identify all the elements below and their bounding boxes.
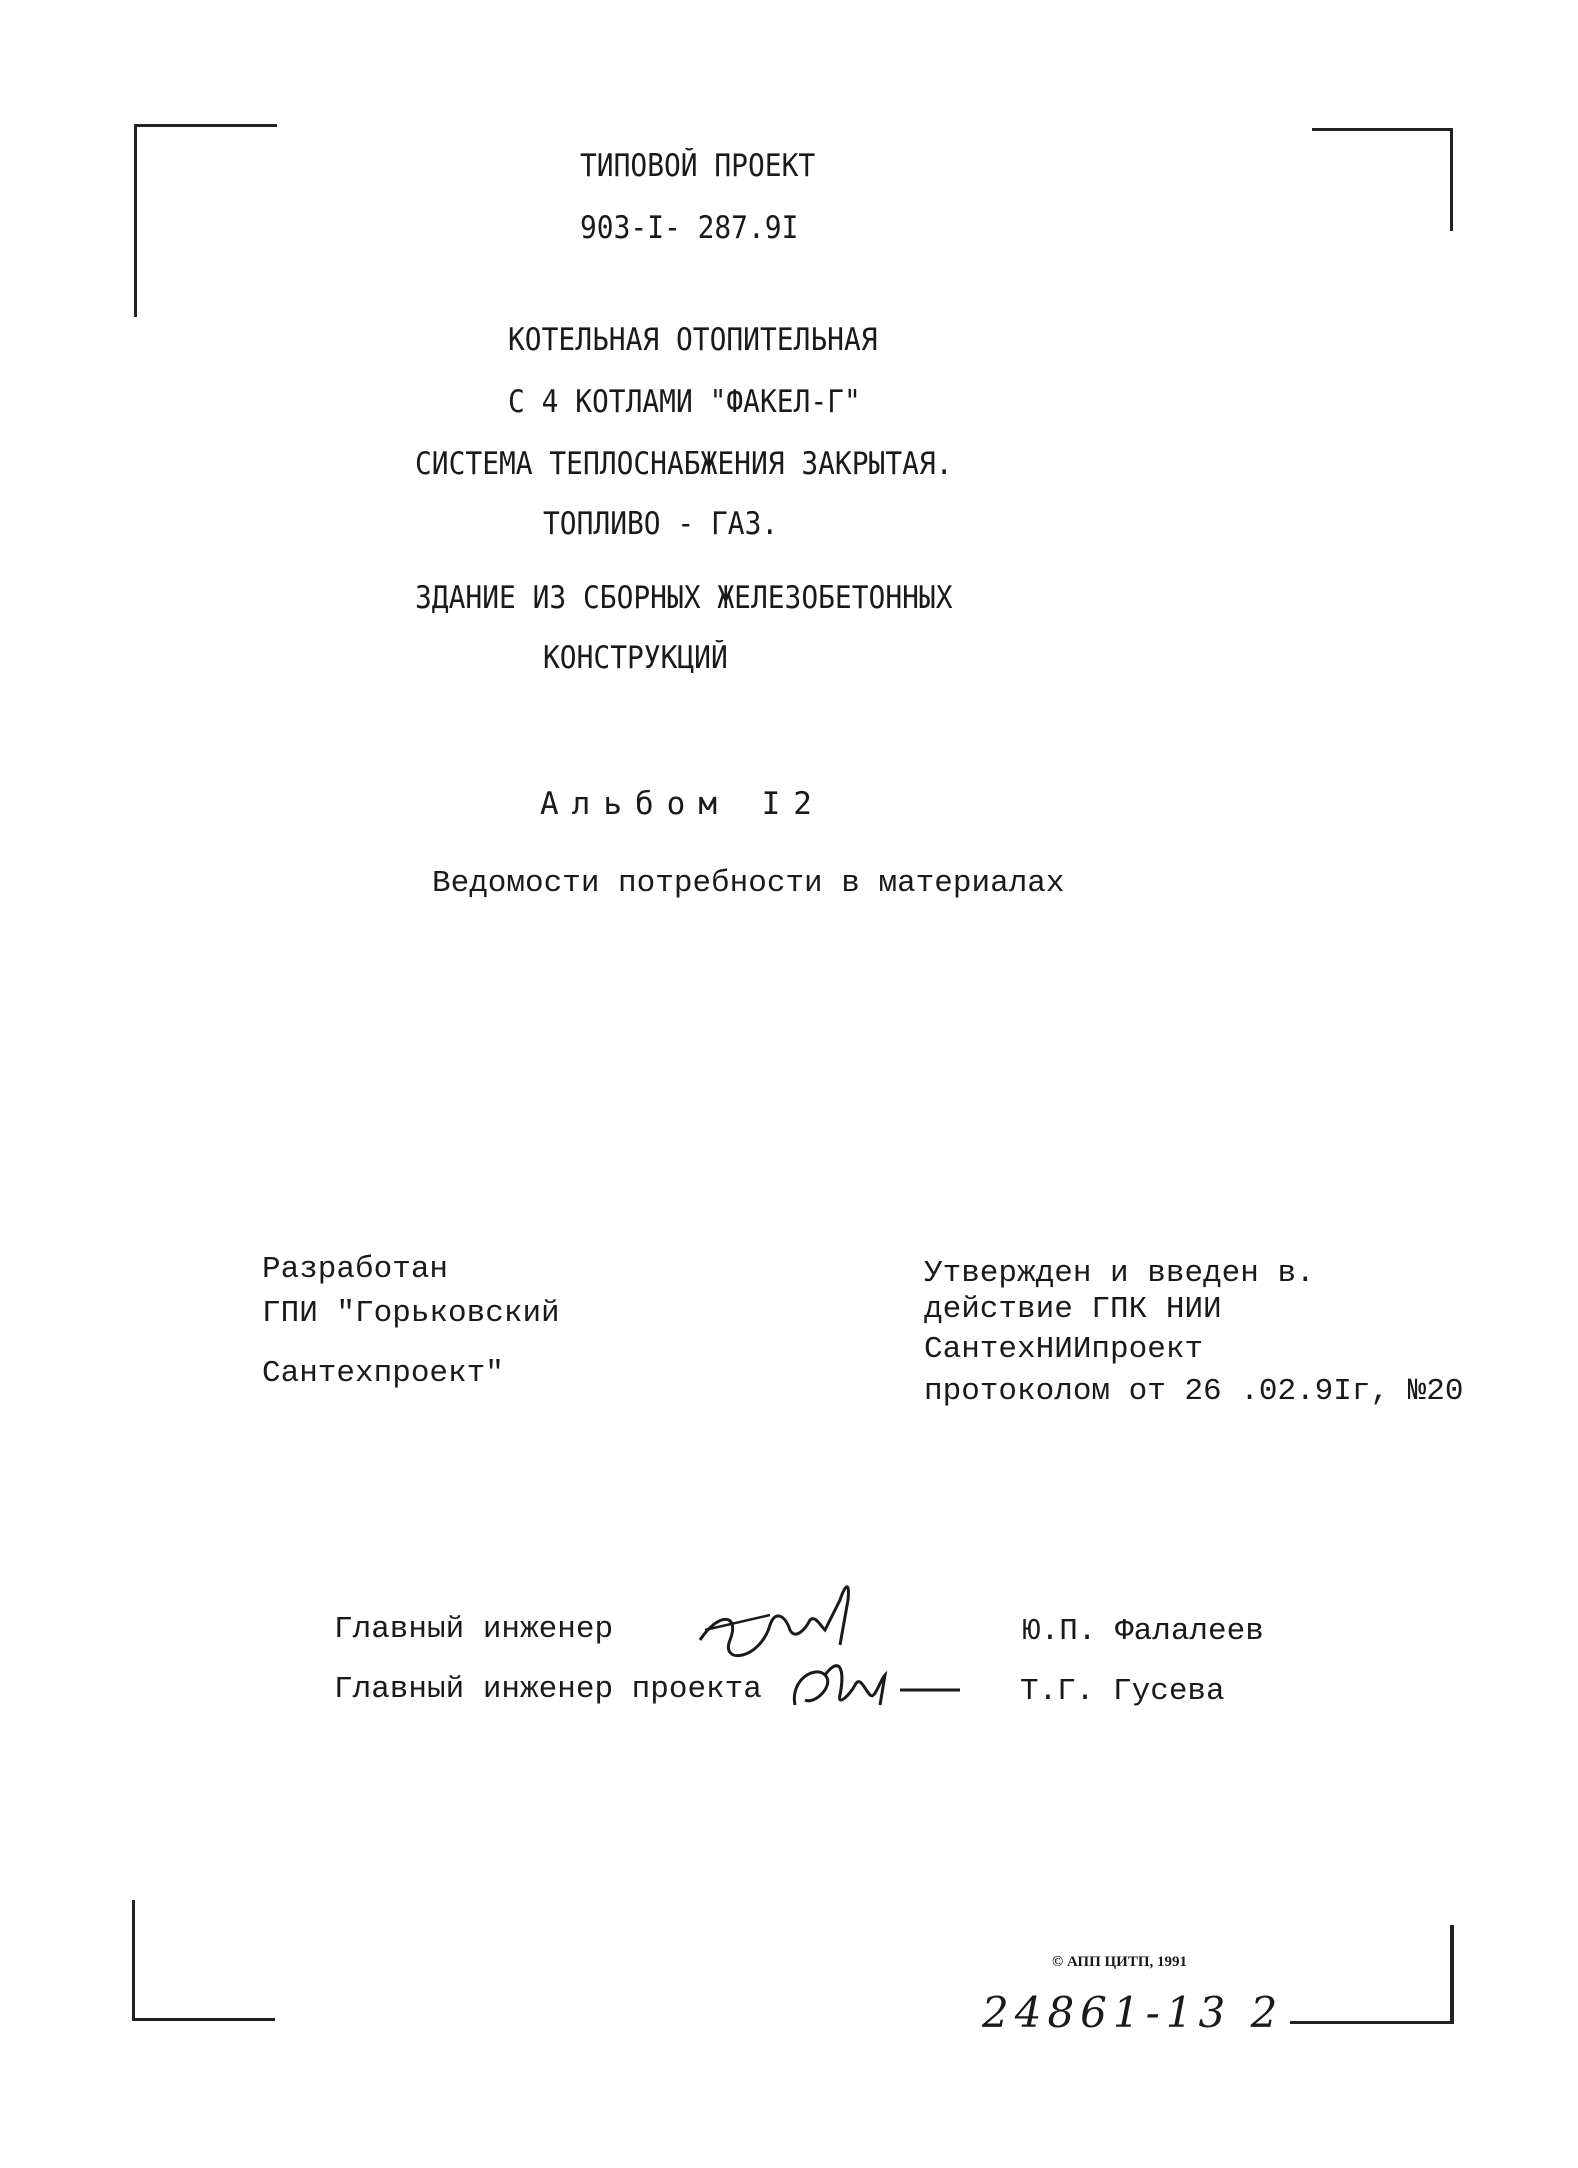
corner-mark-bottom-right — [1290, 1925, 1454, 2024]
corner-mark-bottom-left — [132, 1900, 275, 2021]
approval-line-3: СантехНИИпроект — [924, 1332, 1204, 1367]
title-line-3: СИСТЕМА ТЕПЛОСНАБЖЕНИЯ ЗАКРЫТАЯ. — [415, 446, 953, 482]
signature-name-1: Ю.П. Фалалеев — [1022, 1614, 1264, 1649]
title-line-5: ЗДАНИЕ ИЗ СБОРНЫХ ЖЕЛЕЗОБЕТОННЫХ — [415, 580, 953, 616]
signature-mark-2 — [785, 1645, 975, 1725]
approval-line-2: действие ГПК НИИ — [924, 1292, 1222, 1327]
header-project-number: 903-I- 287.9I — [580, 210, 799, 246]
header-project-type: ТИПОВОЙ ПРОЕКТ — [580, 148, 816, 184]
developer-line-3: Сантехпроект" — [262, 1356, 504, 1391]
copyright-note: © АПП ЦИТП, 1991 — [1052, 1954, 1188, 1970]
document-number: 24861-13 2 — [982, 1988, 1284, 2037]
corner-mark-top-left — [134, 124, 277, 317]
album-label: Альбом I2 — [540, 786, 825, 822]
title-line-2: С 4 КОТЛАМИ "ФАКЕЛ-Г" — [508, 384, 861, 420]
album-subtitle: Ведомости потребности в материалах — [432, 866, 1065, 901]
title-line-1: КОТЕЛЬНАЯ ОТОПИТЕЛЬНАЯ — [508, 322, 878, 358]
title-line-4: ТОПЛИВО - ГАЗ. — [543, 506, 779, 542]
title-line-6: КОНСТРУКЦИЙ — [543, 640, 728, 676]
developer-line-1: Разработан — [262, 1252, 449, 1287]
approval-line-4: протоколом от 26 .02.9Iг, №20 — [924, 1374, 1464, 1409]
approval-line-1: Утвержден и введен в. — [924, 1256, 1315, 1291]
signature-role-1: Главный инженер — [334, 1612, 614, 1647]
corner-mark-top-right — [1312, 128, 1453, 231]
signature-role-2: Главный инженер проекта — [334, 1672, 762, 1707]
developer-line-2: ГПИ "Горьковский — [262, 1296, 560, 1331]
signature-name-2: Т.Г. Гусева — [1020, 1674, 1225, 1709]
